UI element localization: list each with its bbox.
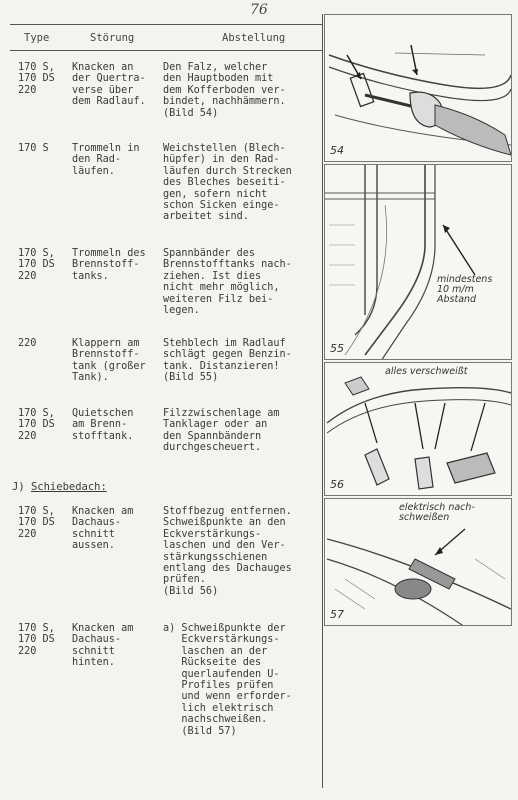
row-fault: Knacken am Dachaus- schnitt aussen. — [72, 506, 134, 552]
row-type: 170 S, 170 DS 220 — [18, 408, 55, 442]
row-fix: Weichstellen (Blech- hüpfer) in den Rad- läufen durch Strecken des Bleches beseiti- gen, sofern nicht schon Sicken einge- arbeitet sind. — [163, 143, 292, 223]
section-prefix: J) — [12, 481, 31, 493]
row-type: 170 S — [18, 143, 49, 154]
figure-number: 56 — [330, 478, 344, 491]
figure-caption: elektrisch nach- schweißen — [399, 502, 475, 523]
row-fault: Knacken an der Quertra- verse über dem Radlauf. — [72, 62, 146, 108]
figure-number: 54 — [330, 144, 344, 157]
row-type: 170 S, 170 DS 220 — [18, 248, 55, 282]
figure-caption: alles verschweißt — [385, 366, 468, 377]
row-type: 170 S, 170 DS 220 — [18, 62, 55, 96]
row-fault: Klappern am Brennstoff- tank (großer Tank). — [72, 338, 146, 384]
troubleshooting-table — [10, 20, 322, 790]
header-type: Type — [24, 32, 50, 44]
figure-56-drawing — [325, 363, 512, 496]
header-fix: Abstellung — [222, 32, 286, 44]
page-number: 76 — [250, 2, 268, 18]
figure-57 — [324, 498, 512, 626]
figure-54-drawing — [325, 15, 512, 162]
section-title: Schiebedach: — [30, 481, 107, 493]
row-fix: Den Falz, welcher den Hauptboden mit dem Kofferboden ver- bindet, nachhämmern. (Bild 54) — [163, 62, 286, 119]
header-fault: Störung — [90, 32, 135, 44]
row-type: 220 — [18, 338, 37, 349]
figure-number: 55 — [330, 342, 344, 355]
row-type: 170 S, 170 DS 220 — [18, 623, 55, 657]
row-fix: Spannbänder des Brennstofftanks nach- ziehen. Ist dies nicht mehr möglich, weiteren Filz bei- legen. — [163, 248, 292, 317]
figure-56 — [324, 362, 512, 496]
row-type: 170 S, 170 DS 220 — [18, 506, 55, 540]
row-fix: Stehblech im Radlauf schlägt gegen Benzin- tank. Distanzieren! (Bild 55) — [163, 338, 292, 384]
figure-number: 57 — [330, 608, 344, 621]
figure-column — [324, 14, 512, 786]
row-fix: Filzzwischenlage am Tanklager oder an den Spannbändern durchgescheuert. — [163, 408, 280, 454]
row-fix: Stoffbezug entfernen. Schweißpunkte an den Eckverstärkungs- laschen und den Ver- stärkungsschienen entlang des Dachauges prüfen. (Bild 56) — [163, 506, 292, 597]
figure-54 — [324, 14, 512, 162]
section-heading — [12, 482, 107, 493]
row-fix: a) Schweißpunkte der Eckverstärkungs- laschen an der Rückseite des querlaufenden U- Profiles prüfen und wenn erforder- lich elektrisch nachschweißen. (Bild 57) — [163, 623, 292, 737]
figure-caption: mindestens 10 m/m Abstand — [437, 274, 493, 305]
row-fault: Trommeln des Brennstoff- tanks. — [72, 248, 146, 282]
figure-55-drawing — [325, 165, 512, 360]
row-fault: Trommeln in den Rad- läufen. — [72, 143, 140, 177]
figure-55 — [324, 164, 512, 360]
row-fault: Quietschen am Brenn- stofftank. — [72, 408, 134, 442]
row-fault: Knacken am Dachaus- schnitt hinten. — [72, 623, 134, 669]
